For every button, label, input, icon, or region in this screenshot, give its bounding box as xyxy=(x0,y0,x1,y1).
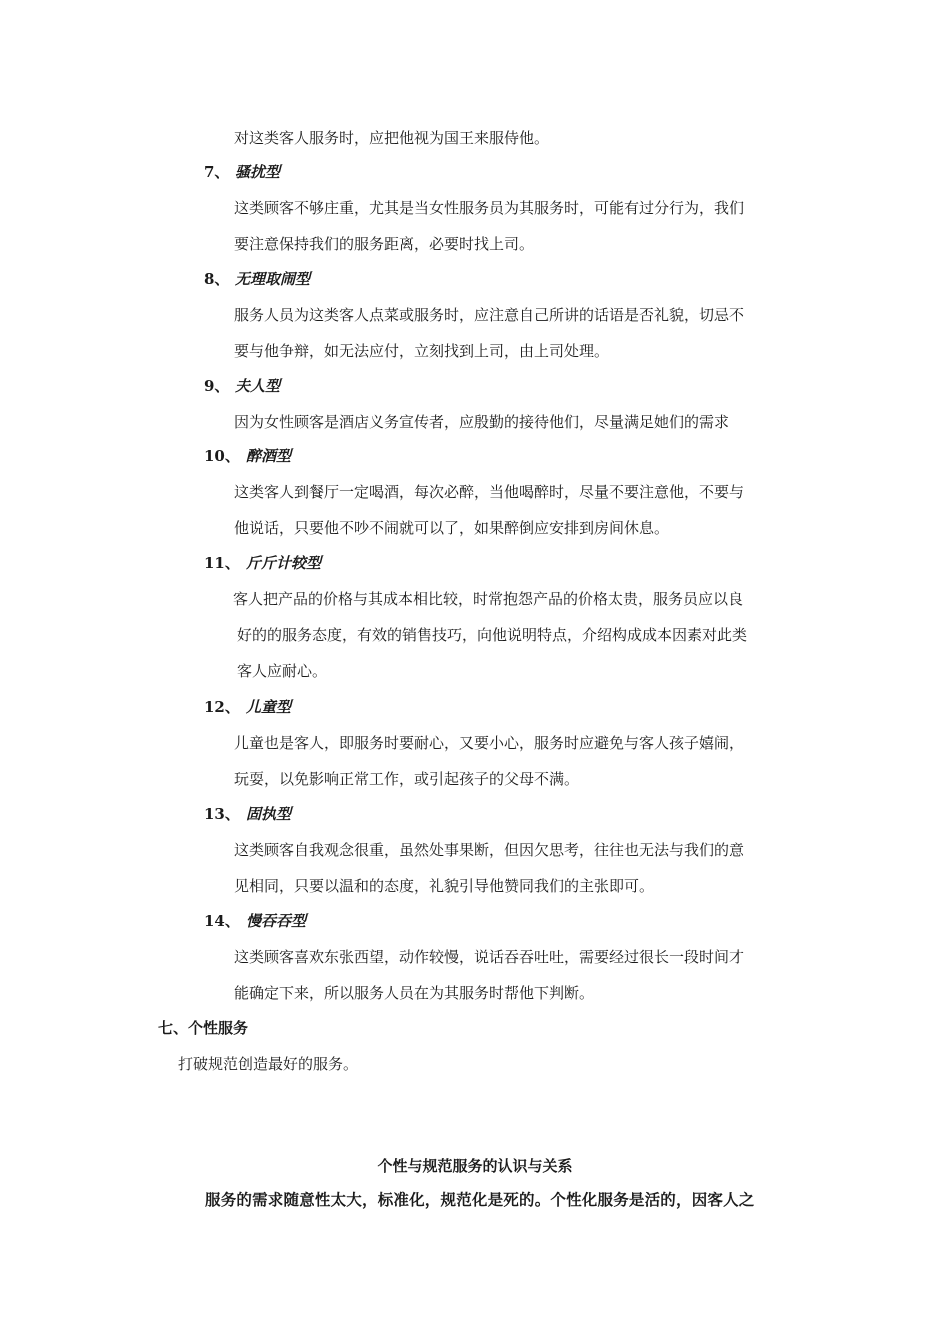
item-title: 夫人型 xyxy=(235,377,281,395)
body-text: 客人把产品的价格与其成本相比较，时常抱怨产品的价格太贵，服务员应以良 xyxy=(233,590,744,608)
body-text: 好的的服务态度，有效的销售技巧，向他说明特点，介绍构成成本因素对此类 xyxy=(237,626,748,644)
body-text: 他说话，只要他不吵不闹就可以了，如果醉倒应安排到房间休息。 xyxy=(234,519,670,537)
body-text: 因为女性顾客是酒店义务宣传者，应殷勤的接待他们，尽量满足她们的需求 xyxy=(234,413,730,431)
item-title: 醉酒型 xyxy=(246,447,292,465)
article-title: 个性与规范服务的认识与关系 xyxy=(377,1157,573,1175)
body-text: 这类顾客不够庄重，尤其是当女性服务员为其服务时，可能有过分行为，我们 xyxy=(234,199,745,217)
section-text: 打破规范创造最好的服务。 xyxy=(178,1055,359,1073)
item-heading xyxy=(204,445,291,467)
article-lead-paragraph: 服务的需求随意性太大，标准化，规范化是死的。个性化服务是活的，因客人之 xyxy=(205,1190,755,1209)
body-text: 能确定下来，所以服务人员在为其服务时帮他下判断。 xyxy=(234,984,595,1002)
item-title: 骚扰型 xyxy=(235,163,281,181)
item-number: 8、 xyxy=(204,270,230,288)
body-text: 儿童也是客人，即服务时要耐心，又要小心，服务时应避免与客人孩子嬉闹， xyxy=(234,734,745,752)
section-heading: 七、个性服务 xyxy=(158,1019,249,1037)
item-title: 无理取闹型 xyxy=(235,270,311,288)
body-text: 这类顾客喜欢东张西望，动作较慢，说话吞吞吐吐，需要经过很长一段时间才 xyxy=(234,948,745,966)
body-text: 这类顾客自我观念很重，虽然处事果断，但因欠思考，往往也无法与我们的意 xyxy=(234,841,745,859)
item-number: 9、 xyxy=(204,377,230,395)
item-heading xyxy=(204,375,280,397)
item-title: 固执型 xyxy=(246,805,292,823)
item-heading xyxy=(204,696,291,718)
item-number: 7、 xyxy=(204,163,230,181)
item-number: 12、 xyxy=(204,698,240,716)
item-number: 11、 xyxy=(204,554,240,572)
item-heading xyxy=(204,161,280,183)
item-heading xyxy=(204,910,306,932)
body-text: 玩耍，以免影响正常工作，或引起孩子的父母不满。 xyxy=(234,770,580,788)
body-text: 见相同，只要以温和的态度，礼貌引导他赞同我们的主张即可。 xyxy=(234,877,655,895)
item-number: 10、 xyxy=(204,447,240,465)
body-text: 这类客人到餐厅一定喝酒，每次必醉，当他喝醉时，尽量不要注意他，不要与 xyxy=(234,483,745,501)
body-text: 服务人员为这类客人点菜或服务时，应注意自己所讲的话语是否礼貌，切忌不 xyxy=(234,306,745,324)
item-title: 慢吞吞型 xyxy=(246,912,307,930)
body-text: 要与他争辩，如无法应付，立刻找到上司，由上司处理。 xyxy=(234,342,610,360)
item-heading xyxy=(204,803,291,825)
item-number: 13、 xyxy=(204,805,240,823)
body-text: 要注意保持我们的服务距离，必要时找上司。 xyxy=(234,235,535,253)
item-heading xyxy=(204,552,321,574)
item-number: 14、 xyxy=(204,912,240,930)
item-title: 斤斤计较型 xyxy=(246,554,322,572)
item-heading xyxy=(204,268,310,290)
body-text: 客人应耐心。 xyxy=(237,662,328,680)
body-text: 对这类客人服务时，应把他视为国王来服侍他。 xyxy=(234,129,550,147)
item-title: 儿童型 xyxy=(246,698,292,716)
